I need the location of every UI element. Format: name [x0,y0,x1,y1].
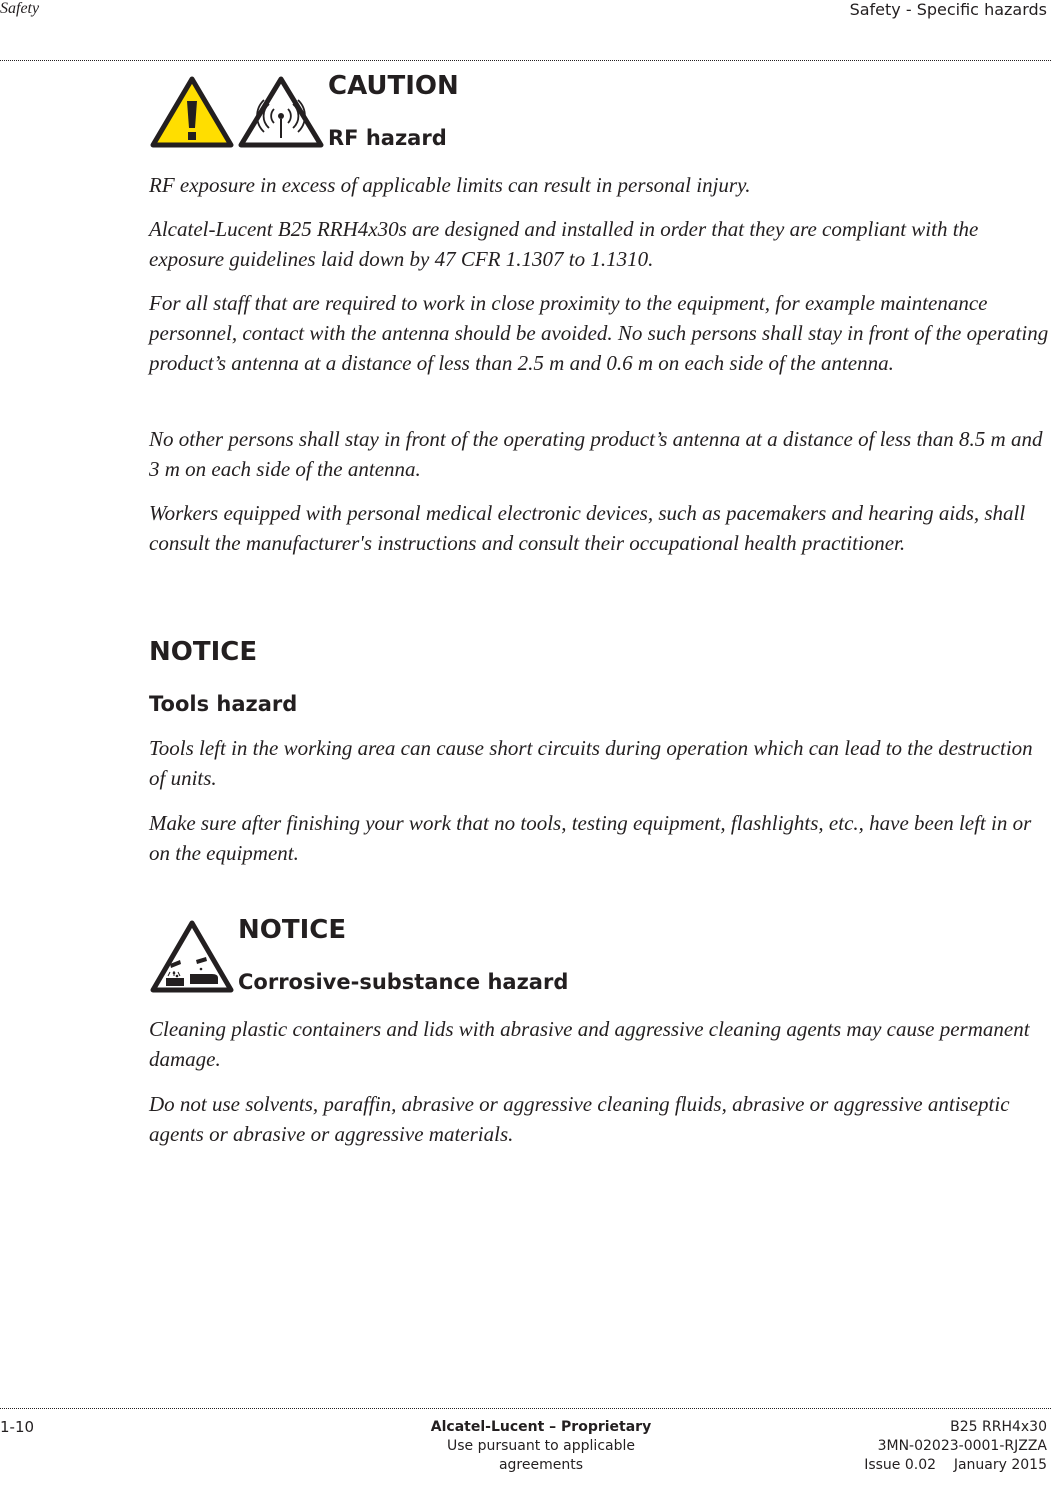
notice-tools-subheading: Tools hazard [149,692,298,716]
header-page-title: Safety - Specific hazards [849,0,1047,19]
notice-corrosive-paragraph-1: Cleaning plastic containers and lids with abrasive and aggressive cleaning agents may cause permanent damage. [149,1017,1030,1071]
caution-paragraph-1: RF exposure in excess of applicable limits can result in personal injury. [149,173,751,197]
caution-paragraph-2: Alcatel-Lucent B25 RRH4x30s are designed and installed in order that they are compliant with the exposure guidelines laid down by 47 CFR 1.1307 to 1.1310. [149,217,979,271]
corrosive-icon [150,920,234,994]
header-divider [0,60,1051,61]
footer-product: B25 RRH4x30 [950,1419,1047,1435]
footer-page-number: 1-10 [0,1418,35,1436]
caution-paragraph-5: Workers equipped with personal medical electronic devices, such as pacemakers and hearing aids, shall consult the manufacturer's instructions and consult their occupational health practitioner. [149,501,1026,555]
footer-center [411,1418,671,1475]
notice-corrosive-paragraph-2: Do not use solvents, paraffin, abrasive or aggressive cleaning fluids, abrasive or aggressive antiseptic agents or abrasive or aggressive materials. [149,1092,1010,1146]
rf-radiation-icon [238,76,324,148]
footer-proprietary: Alcatel-Lucent – Proprietary [430,1419,652,1435]
footer-agreements: Use pursuant to applicable agreements [447,1438,635,1473]
caution-subheading: RF hazard [328,126,447,150]
footer-doc-number: 3MN-02023-0001-RJZZA [877,1438,1047,1454]
caution-paragraph-4: No other persons shall stay in front of the operating product’s antenna at a distance of less than 8.5 m and 3 m on each side of the antenna. [149,427,1043,481]
header-section-title: Safety [0,0,40,17]
footer-divider [0,1408,1051,1409]
footer-document-info [864,1418,1047,1475]
notice-tools-paragraph-2: Make sure after finishing your work that no tools, testing equipment, flashlights, etc., have been left in or on the equipment. [149,811,1032,865]
caution-heading: CAUTION [328,71,459,101]
notice-tools-paragraph-1: Tools left in the working area can cause short circuits during operation which can lead to the destruction of units. [149,736,1033,790]
footer-issue-date: Issue 0.02 January 2015 [864,1457,1047,1473]
notice-tools-heading: NOTICE [149,637,258,667]
notice-corrosive-heading: NOTICE [238,915,347,945]
caution-paragraph-3: For all staff that are required to work in close proximity to the equipment, for example maintenance personnel, contact with the antenna should be avoided. No such persons shall stay in front of the operating product’s antenna at a distance of less than 2.5 m and 0.6 m on each side of the antenna. [149,291,1049,375]
warning-exclamation-icon [150,76,234,148]
notice-corrosive-subheading: Corrosive-substance hazard [238,970,569,994]
